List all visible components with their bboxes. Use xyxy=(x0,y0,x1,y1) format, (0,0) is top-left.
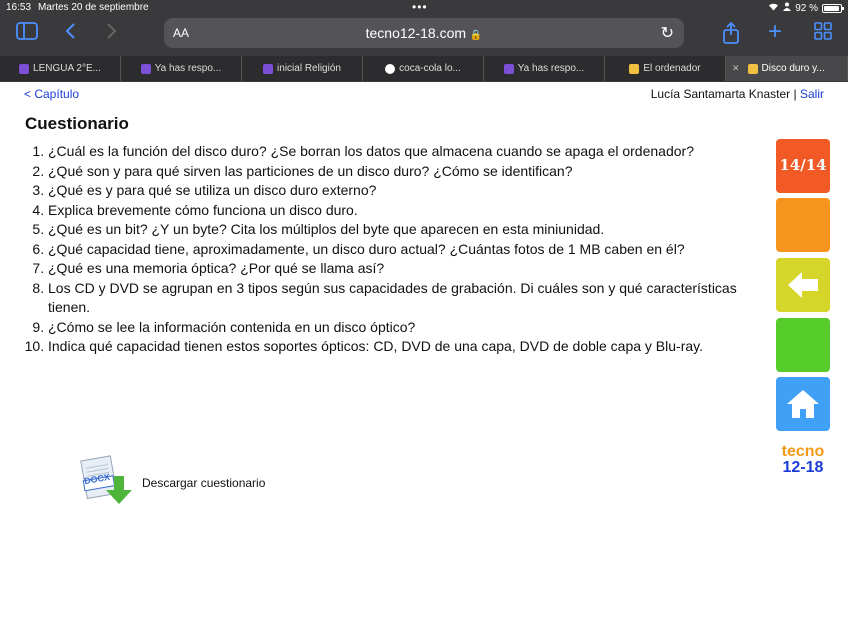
tab-ya-has-respondido-1[interactable]: Ya has respo... xyxy=(121,56,242,81)
browser-chrome xyxy=(0,0,848,82)
download-label[interactable]: Descargar cuestionario xyxy=(142,476,266,490)
browser-toolbar xyxy=(0,16,848,54)
status-right xyxy=(768,2,842,14)
battery-percent: 92 % xyxy=(795,2,818,14)
tab-overview-icon[interactable] xyxy=(814,22,832,44)
status-date: Martes 20 de septiembre xyxy=(38,2,149,13)
question-item: 9. ¿Cómo se lee la información contenida en un disco óptico? xyxy=(48,318,738,338)
home-icon xyxy=(786,388,820,420)
url-text[interactable]: tecno12-18.com 🔒 xyxy=(365,25,483,41)
form-icon xyxy=(263,64,273,74)
home-button[interactable] xyxy=(776,377,830,431)
sidebar-icon[interactable] xyxy=(16,22,38,44)
tab-disco-duro[interactable]: ✕ Disco duro y... xyxy=(726,56,848,81)
docx-badge: DOCX xyxy=(83,471,111,487)
question-item: 8. Los CD y DVD se agrupan en 3 tipos según sus capacidades de grabación. Di cuáles son y qué características tienen. xyxy=(48,279,738,318)
close-tab-icon[interactable]: ✕ xyxy=(732,63,740,73)
tab-lengua[interactable]: LENGUA 2°E... xyxy=(0,56,121,81)
previous-button[interactable] xyxy=(776,258,830,312)
arrow-left-icon xyxy=(786,270,820,300)
form-icon xyxy=(19,64,29,74)
site-icon xyxy=(748,64,758,74)
green-button[interactable] xyxy=(776,318,830,372)
orange-button[interactable] xyxy=(776,198,830,252)
tab-ya-has-respondido-2[interactable]: Ya has respo... xyxy=(484,56,605,81)
new-tab-icon[interactable]: + xyxy=(768,18,783,45)
back-icon[interactable] xyxy=(64,22,76,44)
page-indicator: 14/14 xyxy=(776,139,830,193)
page-content xyxy=(0,82,848,636)
page-title: Cuestionario xyxy=(25,114,129,133)
question-item: 5. ¿Qué es un bit? ¿Y un byte? Cita los múltiplos del byte que aparecen en esta miniunidad. xyxy=(48,220,738,240)
person-icon xyxy=(783,2,791,14)
wifi-icon xyxy=(768,2,779,14)
user-info xyxy=(651,87,824,101)
address-bar[interactable] xyxy=(164,18,684,48)
form-icon xyxy=(504,64,514,74)
share-icon[interactable] xyxy=(722,22,740,48)
forward-icon[interactable] xyxy=(106,22,118,44)
question-item: 1. ¿Cuál es la función del disco duro? ¿Se borran los datos que almacena cuando se apaga el ordenador? xyxy=(48,142,738,162)
multitask-dots-icon[interactable]: ••• xyxy=(412,0,428,14)
lock-icon: 🔒 xyxy=(469,30,483,41)
question-item: 6. ¿Qué capacidad tiene, aproximadamente, un disco duro actual? ¿Cuántas fotos de 1 MB caben en él? xyxy=(48,240,738,260)
questions-list xyxy=(48,142,738,357)
question-item: 7. ¿Qué es una memoria óptica? ¿Por qué se llama así? xyxy=(48,259,738,279)
user-name: Lucía Santamarta Knaster xyxy=(650,87,791,101)
logout-link[interactable]: Salir xyxy=(799,87,824,101)
status-time: 16:53 xyxy=(6,2,32,13)
reload-icon[interactable]: ↻ xyxy=(660,25,674,42)
battery-icon xyxy=(822,4,842,13)
tab-coca-cola[interactable]: coca-cola lo... xyxy=(363,56,484,81)
chapter-back-link[interactable]: < Capítulo xyxy=(24,87,80,101)
question-item: 3. ¿Qué es y para qué se utiliza un disco duro externo? xyxy=(48,181,738,201)
tab-inicial-religion[interactable]: inicial Religión xyxy=(242,56,363,81)
tab-el-ordenador[interactable]: El ordenador xyxy=(605,56,726,81)
form-icon xyxy=(141,64,151,74)
google-icon xyxy=(385,64,395,74)
site-icon xyxy=(629,64,639,74)
status-bar xyxy=(0,0,848,16)
tecno-logo: tecno 12-18 xyxy=(781,443,825,476)
question-item: 4. Explica brevemente cómo funciona un disco duro. xyxy=(48,201,738,221)
separator: | xyxy=(793,87,797,101)
question-item: 2. ¿Qué son y para qué sirven las particiones de un disco duro? ¿Cómo se identifican? xyxy=(48,162,738,182)
tab-bar xyxy=(0,56,848,81)
reader-aa-button[interactable]: AA xyxy=(173,26,190,40)
question-item: 10. Indica qué capacidad tienen estos soportes ópticos: CD, DVD de una capa, DVD de doble capa y Blu-ray. xyxy=(48,337,738,357)
